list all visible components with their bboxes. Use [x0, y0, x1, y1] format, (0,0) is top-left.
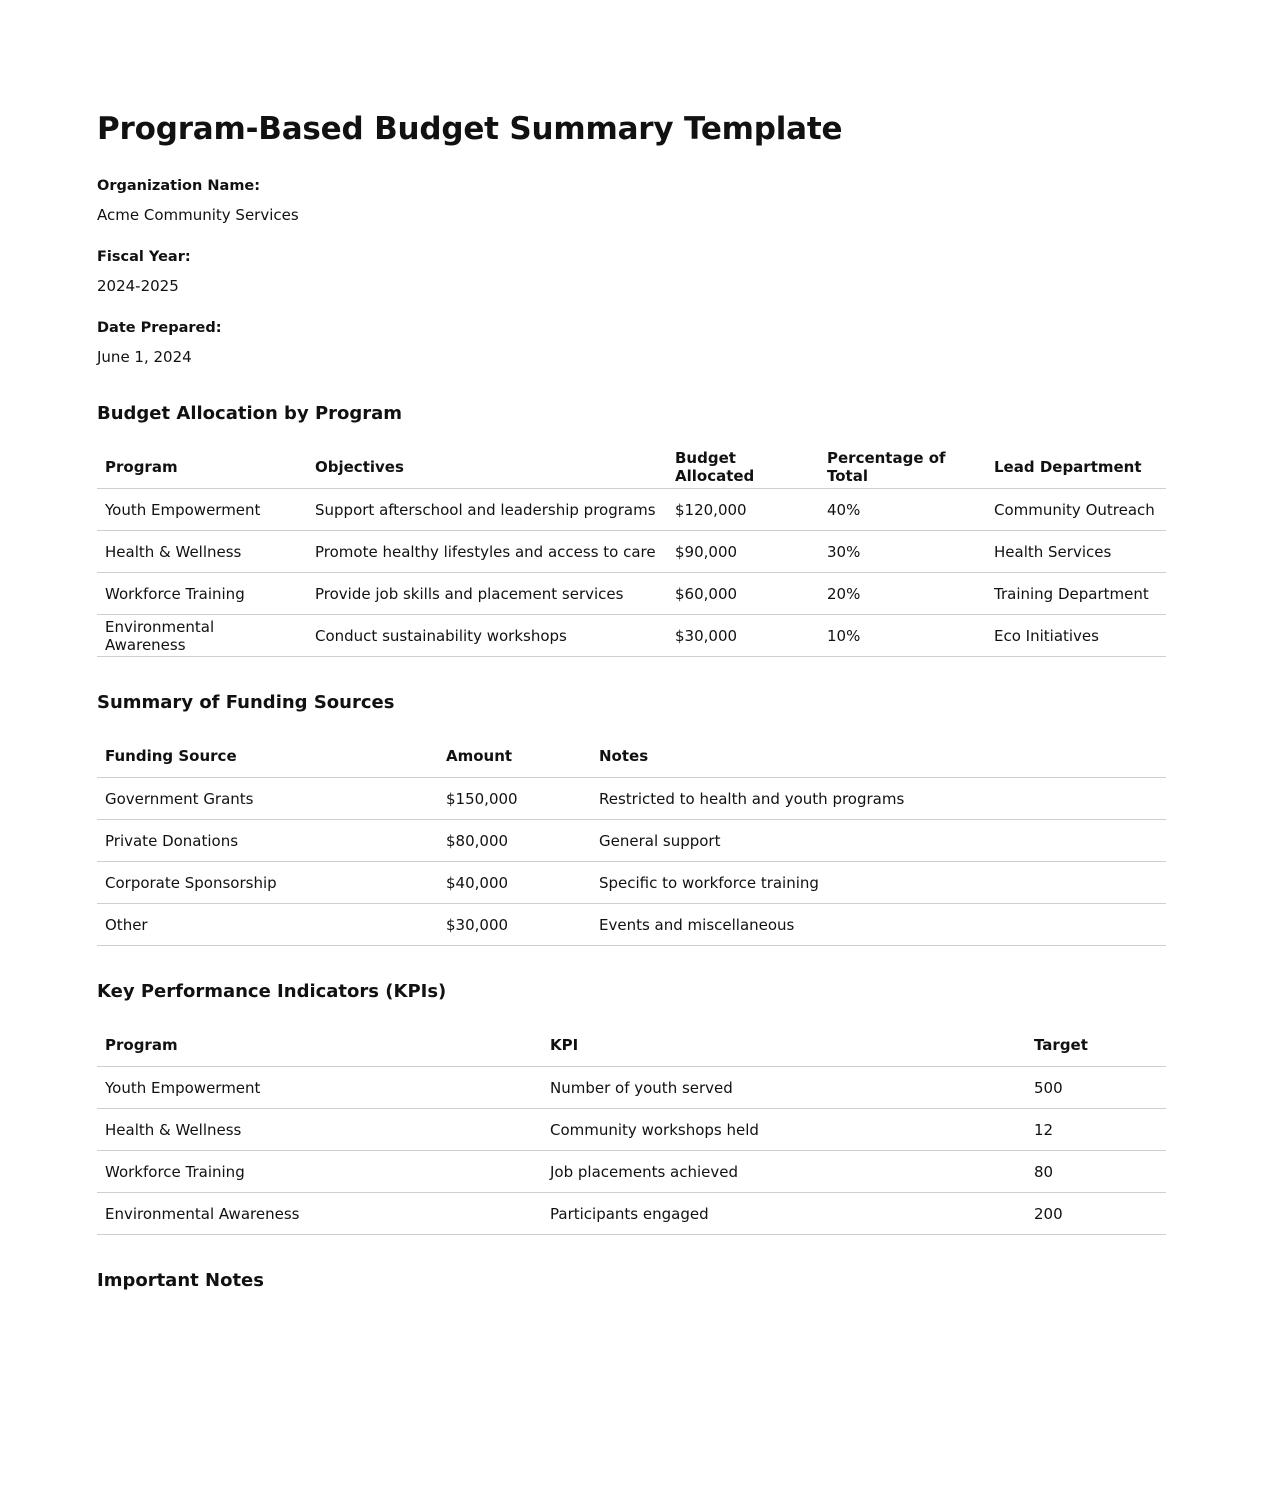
- table-cell: Participants engaged: [542, 1193, 1026, 1235]
- budget-section: [97, 402, 1166, 657]
- column-header: Amount: [438, 735, 591, 778]
- table-cell: Community workshops held: [542, 1109, 1026, 1151]
- table-row: [97, 1067, 1166, 1109]
- column-header: Program: [97, 446, 307, 489]
- table-cell: Community Outreach: [986, 489, 1166, 531]
- table-row: [97, 489, 1166, 531]
- table-cell: 500: [1026, 1067, 1166, 1109]
- table-cell: $30,000: [438, 904, 591, 946]
- table-cell: Workforce Training: [97, 1151, 542, 1193]
- table-cell: Conduct sustainability workshops: [307, 615, 667, 657]
- table-cell: $60,000: [667, 573, 819, 615]
- table-cell: Corporate Sponsorship: [97, 862, 438, 904]
- table-cell: 80: [1026, 1151, 1166, 1193]
- table-cell: Number of youth served: [542, 1067, 1026, 1109]
- table-row: [97, 862, 1166, 904]
- table-cell: $150,000: [438, 778, 591, 820]
- funding-heading: Summary of Funding Sources: [97, 692, 395, 713]
- funding-table: [97, 735, 1166, 946]
- column-header: Target: [1026, 1024, 1166, 1067]
- table-cell: 10%: [819, 615, 986, 657]
- column-header: Budget Allocated: [667, 446, 819, 489]
- table-cell: Government Grants: [97, 778, 438, 820]
- table-cell: General support: [591, 820, 1166, 862]
- table-header-row: [97, 735, 1166, 778]
- table-cell: Health Services: [986, 531, 1166, 573]
- table-cell: $40,000: [438, 862, 591, 904]
- column-header: Notes: [591, 735, 1166, 778]
- fiscal-year-field: [97, 247, 1166, 296]
- table-cell: Youth Empowerment: [97, 1067, 542, 1109]
- date-prepared-label: Date Prepared:: [97, 320, 222, 336]
- table-row: [97, 1109, 1166, 1151]
- column-header: Funding Source: [97, 735, 438, 778]
- table-cell: Environmental Awareness: [97, 1193, 542, 1235]
- notes-heading: Important Notes: [97, 1270, 264, 1291]
- table-cell: 30%: [819, 531, 986, 573]
- table-header-row: [97, 446, 1166, 489]
- kpi-section: [97, 980, 1166, 1235]
- table-cell: 12: [1026, 1109, 1166, 1151]
- table-cell: Specific to workforce training: [591, 862, 1166, 904]
- table-cell: Training Department: [986, 573, 1166, 615]
- column-header: Objectives: [307, 446, 667, 489]
- table-cell: Support afterschool and leadership programs: [307, 489, 667, 531]
- budget-heading: Budget Allocation by Program: [97, 403, 403, 424]
- funding-section: [97, 691, 1166, 946]
- organization-label: Organization Name:: [97, 178, 261, 194]
- table-cell: Youth Empowerment: [97, 489, 307, 531]
- date-prepared-value: June 1, 2024: [97, 348, 192, 366]
- table-cell: Events and miscellaneous: [591, 904, 1166, 946]
- table-row: [97, 904, 1166, 946]
- table-row: [97, 778, 1166, 820]
- table-cell: Other: [97, 904, 438, 946]
- table-row: [97, 1151, 1166, 1193]
- kpi-table: [97, 1024, 1166, 1235]
- table-cell: Workforce Training: [97, 573, 307, 615]
- column-header: KPI: [542, 1024, 1026, 1067]
- table-cell: 200: [1026, 1193, 1166, 1235]
- table-row: [97, 820, 1166, 862]
- kpi-heading: Key Performance Indicators (KPIs): [97, 981, 447, 1002]
- table-header-row: [97, 1024, 1166, 1067]
- table-row: [97, 531, 1166, 573]
- table-cell: 20%: [819, 573, 986, 615]
- table-cell: Restricted to health and youth programs: [591, 778, 1166, 820]
- table-cell: Private Donations: [97, 820, 438, 862]
- table-cell: $30,000: [667, 615, 819, 657]
- column-header: Program: [97, 1024, 542, 1067]
- table-cell: Promote healthy lifestyles and access to care: [307, 531, 667, 573]
- table-cell: Provide job skills and placement services: [307, 573, 667, 615]
- table-row: [97, 1193, 1166, 1235]
- notes-section: [97, 1269, 1166, 1293]
- column-header: Lead Department: [986, 446, 1166, 489]
- budget-table: [97, 446, 1166, 657]
- fiscal-year-value: 2024-2025: [97, 277, 179, 295]
- table-cell: Job placements achieved: [542, 1151, 1026, 1193]
- page-title: Program-Based Budget Summary Template: [97, 111, 843, 147]
- table-cell: 40%: [819, 489, 986, 531]
- column-header: Percentage of Total: [819, 446, 986, 489]
- date-prepared-field: [97, 318, 1166, 367]
- table-cell: Eco Initiatives: [986, 615, 1166, 657]
- table-row: [97, 615, 1166, 657]
- table-cell: Health & Wellness: [97, 1109, 542, 1151]
- organization-value: Acme Community Services: [97, 206, 299, 224]
- table-cell: $120,000: [667, 489, 819, 531]
- table-cell: $80,000: [438, 820, 591, 862]
- table-cell: Environmental Awareness: [97, 615, 307, 657]
- organization-field: [97, 176, 1166, 225]
- fiscal-year-label: Fiscal Year:: [97, 249, 191, 265]
- table-cell: $90,000: [667, 531, 819, 573]
- table-row: [97, 573, 1166, 615]
- table-cell: Health & Wellness: [97, 531, 307, 573]
